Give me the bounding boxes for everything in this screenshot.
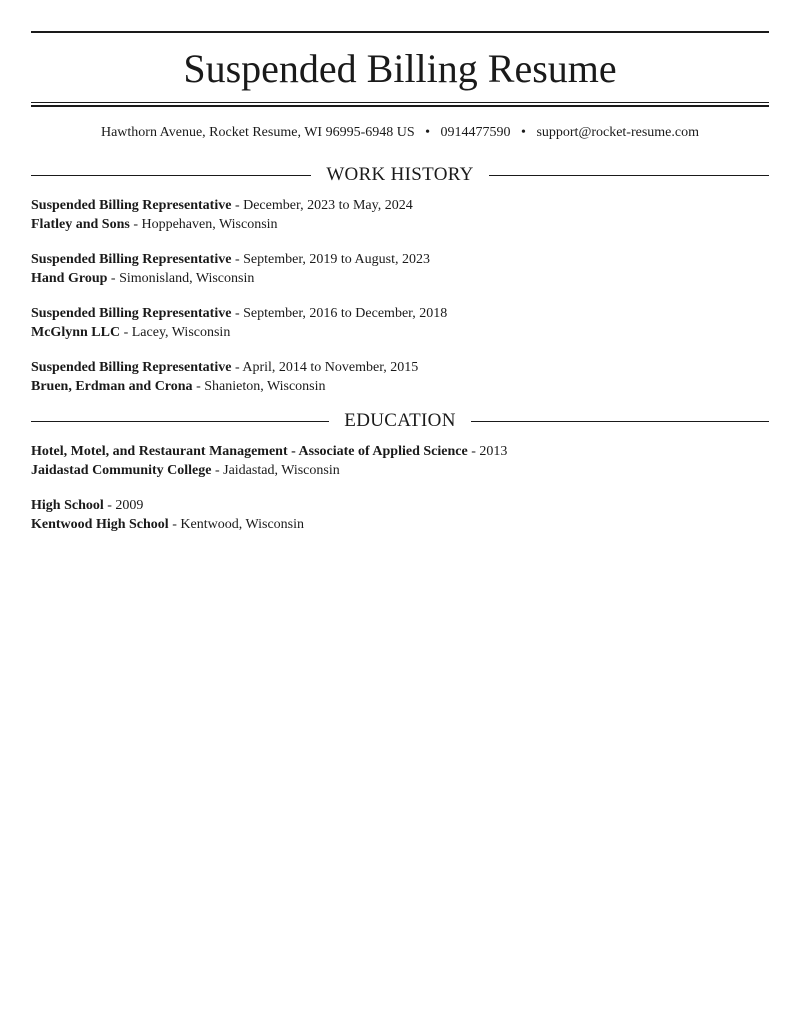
work-entry-location: Simonisland, Wisconsin	[119, 271, 255, 286]
heading-rule-right	[489, 175, 769, 176]
resume-title: Suspended Billing Resume	[183, 46, 617, 91]
education-entry-degree-row: High School - 2009	[31, 498, 144, 513]
contact-separator: •	[521, 125, 526, 140]
education-entry-school: Jaidastad Community College	[31, 463, 212, 478]
work-entry-role: Suspended Billing Representative	[31, 360, 232, 375]
education-entry	[31, 496, 769, 534]
work-entry-employer-row: Bruen, Erdman and Crona - Shanieton, Wisconsin	[31, 379, 326, 394]
top-rule	[31, 31, 769, 33]
contact-separator: •	[425, 125, 431, 140]
education-entry-degree: High School	[31, 498, 104, 513]
work-entry-role: Suspended Billing Representative	[31, 252, 232, 267]
education-entry-school-row: Kentwood High School - Kentwood, Wisconsin	[31, 517, 304, 532]
work-entry-employer: Hand Group	[31, 271, 108, 286]
work-entry-location: Lacey, Wisconsin	[131, 325, 231, 340]
work-entry-location: Hoppehaven, Wisconsin	[141, 217, 278, 232]
work-entry	[31, 250, 769, 288]
education-entry-school: Kentwood High School	[31, 517, 169, 532]
title-rule-thick	[31, 105, 769, 107]
contact-line	[31, 124, 769, 142]
work-entry-employer: McGlynn LLC	[31, 325, 121, 340]
work-entry	[31, 358, 769, 396]
work-entry-role: Suspended Billing Representative	[31, 198, 232, 213]
work-entry-employer-row: Flatley and Sons - Hoppehaven, Wisconsin	[31, 217, 278, 232]
work-entry	[31, 196, 769, 234]
education-entry-degree-row: Hotel, Motel, and Restaurant Management - Associate of Applied Science - 2013	[31, 444, 508, 459]
education-entry-school-row: Jaidastad Community College - Jaidastad, Wisconsin	[31, 463, 340, 478]
education-entry-year: 2009	[115, 498, 144, 513]
work-entry-dates: December, 2023 to May, 2024	[243, 198, 413, 213]
work-entry-dates: September, 2019 to August, 2023	[243, 252, 430, 267]
work-entry-employer-row: McGlynn LLC - Lacey, Wisconsin	[31, 325, 231, 340]
education-entry-location: Jaidastad, Wisconsin	[223, 463, 340, 478]
contact-phone: 0914477590	[440, 125, 511, 140]
contact-address: Hawthorn Avenue, Rocket Resume, WI 96995-6948 US	[100, 125, 415, 140]
education-heading-label: EDUCATION	[344, 410, 456, 431]
work-history-heading	[31, 164, 769, 186]
work-entry-dates: April, 2014 to November, 2015	[242, 360, 419, 375]
work-history-heading-label: WORK HISTORY	[326, 164, 474, 185]
title-rule-thin	[31, 102, 769, 103]
heading-rule-left	[31, 421, 329, 422]
work-entry-location: Shanieton, Wisconsin	[204, 379, 326, 394]
education-entry	[31, 442, 769, 480]
heading-rule-left	[31, 175, 311, 176]
work-entry-role-row: Suspended Billing Representative - April, 2014 to November, 2015	[31, 360, 419, 375]
work-entry	[31, 304, 769, 342]
education-entry-degree: Hotel, Motel, and Restaurant Management - Associate of Applied Science	[31, 444, 468, 459]
education-entry-location: Kentwood, Wisconsin	[180, 517, 304, 532]
education-heading	[31, 410, 769, 432]
work-entry-employer: Bruen, Erdman and Crona	[31, 379, 193, 394]
contact-email[interactable]: support@rocket-resume.com	[536, 125, 700, 140]
work-entry-dates: September, 2016 to December, 2018	[243, 306, 448, 321]
heading-rule-right	[471, 421, 769, 422]
education-entry-year: 2013	[479, 444, 508, 459]
work-entry-employer: Flatley and Sons	[31, 217, 130, 232]
work-entry-role-row: Suspended Billing Representative - December, 2023 to May, 2024	[31, 198, 413, 213]
work-entry-role: Suspended Billing Representative	[31, 306, 232, 321]
work-entry-role-row: Suspended Billing Representative - September, 2019 to August, 2023	[31, 252, 430, 267]
work-entry-employer-row: Hand Group - Simonisland, Wisconsin	[31, 271, 255, 286]
work-entry-role-row: Suspended Billing Representative - September, 2016 to December, 2018	[31, 306, 448, 321]
